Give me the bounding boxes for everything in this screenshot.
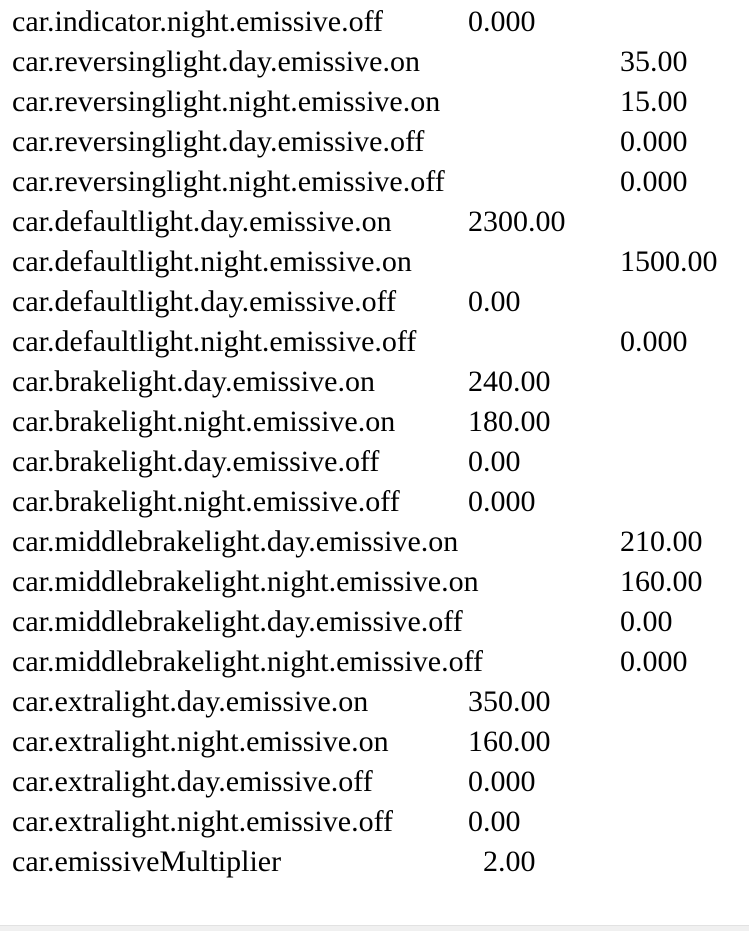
setting-key: car.reversinglight.night.emissive.off <box>12 165 445 198</box>
setting-key: car.extralight.day.emissive.off <box>12 765 373 798</box>
setting-row <box>12 242 742 282</box>
setting-key: car.extralight.day.emissive.on <box>12 685 369 718</box>
setting-row <box>12 2 742 42</box>
setting-row <box>12 722 742 762</box>
setting-row <box>12 442 742 482</box>
setting-row <box>12 362 742 402</box>
setting-value: 0.00 <box>620 605 673 638</box>
setting-row <box>12 482 742 522</box>
setting-value: 160.00 <box>468 725 551 758</box>
setting-key: car.indicator.night.emissive.off <box>12 5 384 38</box>
document-body <box>12 2 742 882</box>
setting-key: car.brakelight.day.emissive.off <box>12 445 380 478</box>
setting-key: car.defaultlight.day.emissive.on <box>12 205 392 238</box>
setting-value: 0.000 <box>620 125 688 158</box>
setting-row <box>12 682 742 722</box>
setting-key: car.extralight.night.emissive.off <box>12 805 394 838</box>
setting-key: car.brakelight.night.emissive.off <box>12 485 400 518</box>
setting-value: 0.000 <box>468 485 536 518</box>
setting-row <box>12 282 742 322</box>
setting-value: 0.000 <box>468 765 536 798</box>
setting-key: car.middlebrakelight.night.emissive.on <box>12 565 479 598</box>
setting-key: car.defaultlight.night.emissive.on <box>12 245 412 278</box>
setting-key: car.reversinglight.night.emissive.on <box>12 85 441 118</box>
setting-row <box>12 602 742 642</box>
setting-key: car.reversinglight.day.emissive.on <box>12 45 420 78</box>
setting-value: 350.00 <box>468 685 551 718</box>
setting-value: 160.00 <box>620 565 703 598</box>
setting-value: 240.00 <box>468 365 551 398</box>
setting-value: 2300.00 <box>468 205 566 238</box>
setting-row <box>12 562 742 602</box>
window-bottom-edge <box>0 925 749 931</box>
setting-key: car.brakelight.day.emissive.on <box>12 365 375 398</box>
setting-row <box>12 202 742 242</box>
setting-key: car.middlebrakelight.night.emissive.off <box>12 645 484 678</box>
setting-value: 0.00 <box>468 285 521 318</box>
setting-value: 1500.00 <box>620 245 718 278</box>
setting-row <box>12 122 742 162</box>
setting-value: 0.00 <box>468 445 521 478</box>
setting-key: car.defaultlight.day.emissive.off <box>12 285 397 318</box>
setting-value: 0.000 <box>620 325 688 358</box>
setting-row <box>12 522 742 562</box>
setting-row <box>12 802 742 842</box>
setting-value: 180.00 <box>468 405 551 438</box>
setting-row <box>12 842 742 882</box>
setting-row <box>12 402 742 442</box>
setting-row <box>12 322 742 362</box>
setting-key: car.defaultlight.night.emissive.off <box>12 325 417 358</box>
setting-value: 0.00 <box>468 805 521 838</box>
setting-row <box>12 642 742 682</box>
setting-key: car.middlebrakelight.day.emissive.off <box>12 605 463 638</box>
setting-value: 0.000 <box>620 165 688 198</box>
setting-row <box>12 42 742 82</box>
setting-key: car.extralight.night.emissive.on <box>12 725 389 758</box>
setting-row <box>12 82 742 122</box>
setting-key: car.middlebrakelight.day.emissive.on <box>12 525 459 558</box>
setting-value: 35.00 <box>620 45 688 78</box>
setting-key: car.reversinglight.day.emissive.off <box>12 125 425 158</box>
setting-value: 2.00 <box>483 845 536 878</box>
setting-value: 15.00 <box>620 85 688 118</box>
setting-value: 210.00 <box>620 525 703 558</box>
setting-key: car.emissiveMultiplier <box>12 845 282 878</box>
setting-key: car.brakelight.night.emissive.on <box>12 405 396 438</box>
setting-value: 0.000 <box>468 5 536 38</box>
setting-row <box>12 162 742 202</box>
setting-row <box>12 762 742 802</box>
setting-value: 0.000 <box>620 645 688 678</box>
